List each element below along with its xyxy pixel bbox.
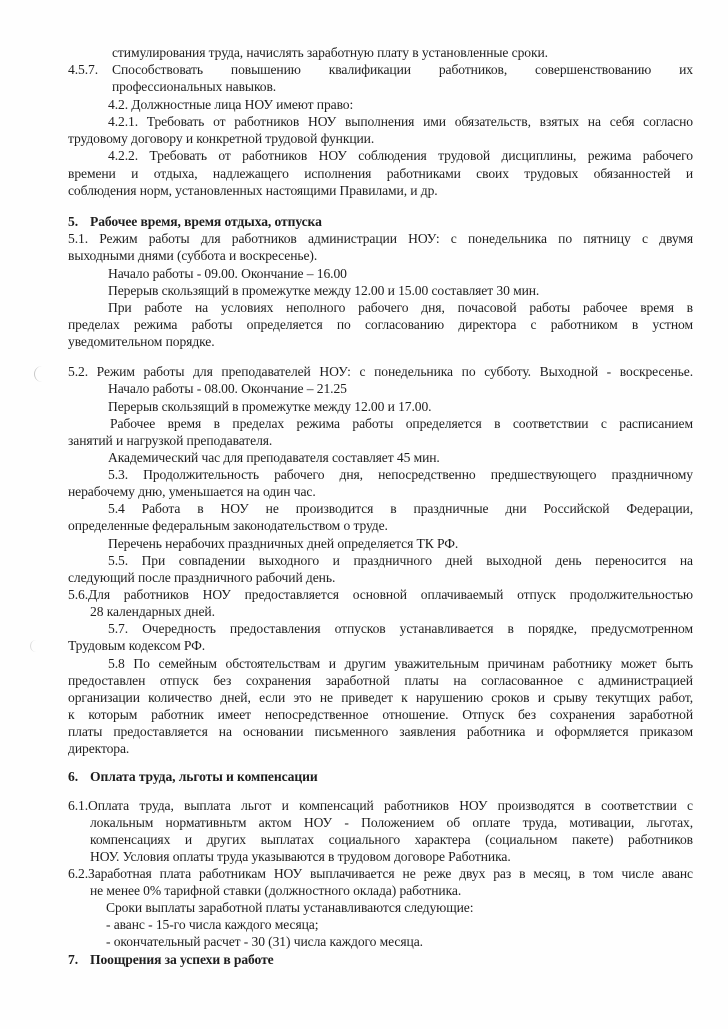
paragraph-line: не менее 0% тарифной ставки (должностного оклада) работника.	[90, 883, 462, 898]
paragraph-line: определенные федеральным законодательством о труде.	[68, 518, 388, 533]
paragraph-line: времени и отдыха, надлежащего исполнения работниками своих трудовых обязанностей и	[68, 166, 693, 181]
paragraph-line: выходными днями (суббота и воскресенье).	[68, 248, 318, 263]
paragraph-line: 4.2.2. Требовать от работников НОУ соблюдения трудовой дисциплины, режима рабочего	[108, 148, 693, 163]
item-number: 4.5.7.	[68, 62, 98, 77]
paragraph-line: организации количество дней, если это не приведет к нарушению сроков и срыву текутщих работ,	[68, 690, 693, 705]
paragraph-line: пределах режима работы определяется по согласованию директора с работником в устном	[68, 317, 693, 332]
paragraph-line: 5.3. Продолжительность рабочего дня, непосредственно предшествующего праздничному	[108, 467, 693, 482]
paragraph-line: Трудовым кодексом РФ.	[68, 638, 206, 653]
paragraph-line: платы предоставляется на основании письменного заявления работника и оформляется приказом	[68, 724, 693, 739]
paragraph-line: Академический час для преподавателя составляет 45 мин.	[108, 450, 440, 465]
paragraph-line: 4.2. Должностные лица НОУ имеют право:	[108, 97, 354, 112]
paragraph-line: 5.7. Очередность предоставления отпусков устанавливается в порядке, предусмотренном	[108, 621, 693, 636]
paragraph-line: Сроки выплаты заработной платы устанавливаются следующие:	[106, 900, 474, 915]
section-number: 6.	[68, 769, 78, 784]
paragraph-line: 5.2. Режим работы для преподавателей НОУ: с понедельника по субботу. Выходной - воскресенье.	[68, 364, 693, 379]
paragraph-line: Рабочее время в пределах режима работы определяется в соответствии с расписанием	[110, 416, 693, 431]
paragraph-line: компенсациях и других выплатах социального характера (социальном пакете) работников	[90, 832, 693, 847]
paragraph-line: профессиональных навыков.	[112, 79, 277, 94]
paragraph-line: стимулирования труда, начислять заработную плату в установленные сроки.	[112, 45, 548, 60]
paragraph-line: 5.1. Режим работы для работников администрации НОУ: с понедельника по пятницу с двумя	[68, 231, 693, 246]
section-heading: Рабочее время, время отдыха, отпуска	[90, 214, 322, 229]
paragraph-line: 6.2.Заработная плата работникам НОУ выплачивается не реже двух раз в месяц, в том числе аванс	[68, 866, 693, 881]
paragraph-line: Перерыв скользящий в промежутке между 12.00 и 17.00.	[108, 399, 432, 414]
paragraph-line: 5.8 По семейным обстоятельствам и другим уважительным причинам работнику может быть	[108, 656, 693, 671]
paragraph-line: Перечень нерабочих праздничных дней определяется ТК РФ.	[108, 536, 459, 551]
paragraph-line: директора.	[68, 741, 130, 756]
paragraph-line: НОУ. Условия оплаты труда указываются в трудовом договоре Работника.	[90, 849, 511, 864]
scan-artifact	[34, 366, 45, 382]
scan-artifact	[30, 640, 39, 652]
section-number: 7.	[68, 952, 78, 967]
paragraph-line: к которым работник имеет непосредственное отношение. Отпуск без сохранения заработной	[68, 707, 693, 722]
paragraph-line: 4.2.1. Требовать от работников НОУ выполнения ими обязательств, взятых на себя согласно	[108, 114, 693, 129]
paragraph-line: 5.4 Работа в НОУ не производится в праздничные дни Российской Федерации,	[108, 501, 693, 516]
list-item: - аванс - 15-го числа каждого месяца;	[106, 917, 319, 932]
paragraph-line: локальным нормативньтм актом НОУ - Положением об оплате труда, мотивации, льготах,	[90, 815, 693, 830]
paragraph-line: Перерыв скользящий в промежутке между 12.00 и 15.00 составляет 30 мин.	[108, 283, 540, 298]
paragraph-line: занятий и нагрузкой преподавателя.	[68, 433, 273, 448]
paragraph-line: Начало работы - 08.00. Окончание – 21.25	[108, 381, 347, 396]
paragraph-line: соблюдения норм, установленных настоящими Правилами, и др.	[68, 183, 438, 198]
paragraph-line: трудовому договору и конкретной трудовой функции.	[68, 131, 375, 146]
paragraph-line: При работе на условиях неполного рабочего дня, почасовой работы рабочее время в	[108, 300, 693, 315]
paragraph-line: 6.1.Оплата труда, выплата льгот и компенсаций работников НОУ производятся в соответствии с	[68, 798, 693, 813]
paragraph-line: 5.5. При совпадении выходного и праздничного дней выходной день переносится на	[108, 553, 693, 568]
paragraph-line: нерабочему дню, уменьшается на один час.	[68, 484, 316, 499]
paragraph-line: 5.6.Для работников НОУ предоставляется основной оплачиваемый отпуск продолжительностью	[68, 587, 693, 602]
section-heading: Поощрения за успехи в работе	[90, 952, 274, 967]
paragraph-line: Способствовать повышению квалификации работников, совершенствованию их	[112, 62, 693, 77]
paragraph-line: Начало работы - 09.00. Окончание – 16.00	[108, 266, 347, 281]
section-heading: Оплата труда, льготы и компенсации	[90, 769, 318, 784]
paragraph-line: уведомительном порядке.	[68, 334, 215, 349]
section-number: 5.	[68, 214, 78, 229]
list-item: - окончательный расчет - 30 (31) числа каждого месяца.	[106, 934, 423, 949]
paragraph-line: 28 календарных дней.	[90, 604, 215, 619]
paragraph-line: предоставлен отпуск без сохранения заработной платы на согласованное с администрацией	[68, 673, 693, 688]
paragraph-line: следующий после праздничного рабочий день.	[68, 570, 336, 585]
